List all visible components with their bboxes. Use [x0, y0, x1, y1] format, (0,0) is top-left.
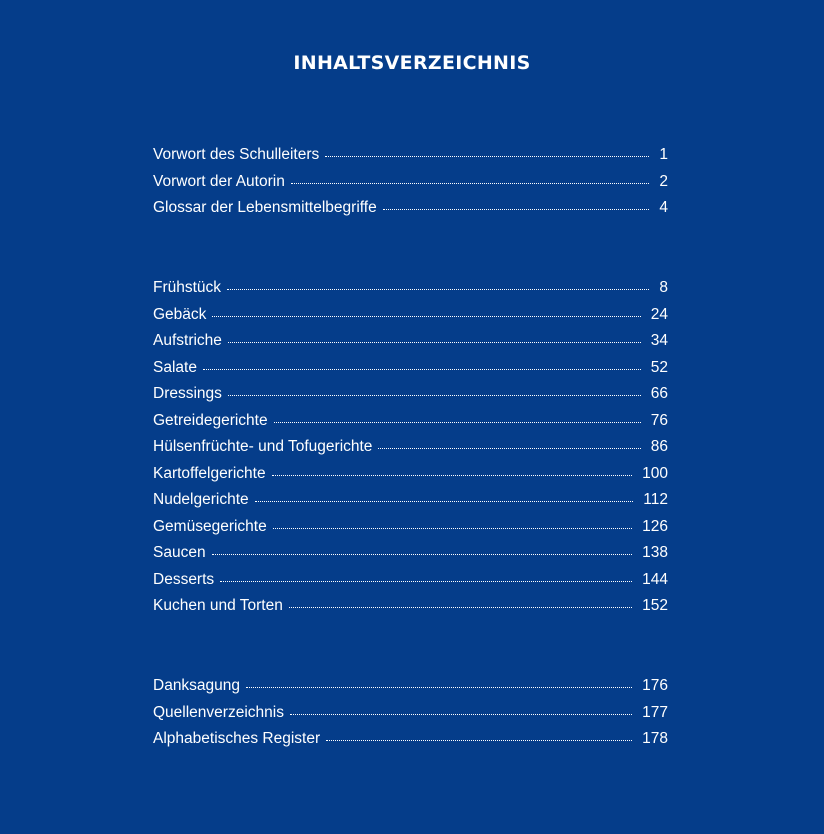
toc-entry-label: Desserts — [153, 570, 215, 588]
toc-entry-page: 100 — [642, 464, 668, 482]
toc-entry-label: Glossar der Lebensmittelbegriffe — [153, 199, 377, 216]
toc-entry-label: Aufstriche — [153, 332, 222, 349]
dot-leader — [203, 369, 641, 370]
toc-entry-page: 86 — [650, 438, 668, 455]
toc-entry[interactable] — [153, 438, 668, 465]
toc-section-back-matter — [153, 677, 668, 757]
toc-entry-label: Danksagung — [153, 677, 241, 694]
toc-entry-page: 112 — [643, 491, 668, 508]
toc-entry[interactable] — [153, 571, 668, 598]
toc-entry[interactable] — [153, 544, 668, 571]
toc-entry-page: 1 — [659, 146, 668, 163]
toc-section-recipes — [153, 279, 668, 624]
toc-entry-page: 177 — [642, 703, 668, 721]
toc-entry[interactable] — [153, 146, 668, 173]
toc-entry-page: 144 — [642, 570, 668, 588]
dot-leader — [228, 395, 641, 396]
toc-entry-label: Quellenverzeichnis — [153, 703, 284, 721]
toc-entry-label: Saucen — [153, 544, 206, 561]
dot-leader — [255, 501, 634, 502]
dot-leader — [378, 448, 640, 449]
toc-entry-page: 2 — [659, 172, 668, 190]
toc-entry-page: 24 — [650, 305, 668, 323]
dot-leader — [272, 475, 633, 476]
toc-entry-label: Gemüsegerichte — [153, 517, 267, 535]
dot-leader — [212, 554, 633, 555]
toc-entry[interactable] — [153, 279, 668, 306]
toc-entry[interactable] — [153, 704, 668, 731]
toc-entry-page: 34 — [650, 332, 668, 349]
toc-entry-label: Getreidegerichte — [153, 411, 268, 429]
toc-entry-label: Kartoffelgerichte — [153, 464, 266, 482]
toc-entry-label: Frühstück — [153, 279, 222, 296]
toc-entry-label: Hülsenfrüchte- und Tofugerichte — [153, 438, 373, 455]
toc-entry-page: 76 — [650, 411, 668, 429]
dot-leader — [383, 209, 650, 210]
dot-leader — [325, 156, 649, 157]
toc-entry-page: 126 — [642, 517, 668, 535]
toc-entry[interactable] — [153, 199, 668, 226]
dot-leader — [227, 289, 649, 290]
dot-leader — [212, 316, 640, 317]
dot-leader — [228, 342, 641, 343]
toc-entry-label: Dressings — [153, 385, 222, 402]
toc-entry-page: 178 — [642, 730, 668, 747]
toc-entry[interactable] — [153, 306, 668, 333]
dot-leader — [273, 528, 632, 529]
toc-entry[interactable] — [153, 173, 668, 200]
toc-entry[interactable] — [153, 385, 668, 412]
toc-entry-label: Nudelgerichte — [153, 491, 249, 508]
dot-leader — [246, 687, 632, 688]
dot-leader — [274, 422, 641, 423]
toc-entry-label: Gebäck — [153, 305, 207, 323]
toc-entry[interactable] — [153, 465, 668, 492]
toc-entry[interactable] — [153, 332, 668, 359]
toc-entry-label: Vorwort der Autorin — [153, 172, 285, 190]
dot-leader — [326, 740, 632, 741]
dot-leader — [220, 581, 632, 582]
dot-leader — [290, 714, 632, 715]
toc-entry-label: Kuchen und Torten — [153, 597, 283, 614]
toc-entry-label: Salate — [153, 358, 197, 376]
page-title: INHALTSVERZEICHNIS — [293, 52, 531, 74]
toc-entry-page: 52 — [650, 358, 668, 376]
toc-entry-page: 152 — [642, 597, 668, 614]
toc-entry[interactable] — [153, 359, 668, 386]
dot-leader — [291, 183, 650, 184]
toc-entry-page: 176 — [642, 677, 668, 694]
toc-entry[interactable] — [153, 518, 668, 545]
toc-entry[interactable] — [153, 412, 668, 439]
toc-entry[interactable] — [153, 491, 668, 518]
toc-entry[interactable] — [153, 730, 668, 757]
toc-entry-page: 66 — [650, 385, 668, 402]
toc-entry-page: 138 — [642, 544, 668, 561]
toc-entry[interactable] — [153, 597, 668, 624]
toc-section-front-matter — [153, 146, 668, 226]
dot-leader — [289, 607, 632, 608]
toc-entry-page: 8 — [659, 279, 668, 296]
toc-entry-page: 4 — [659, 199, 668, 216]
toc-entry-label: Alphabetisches Register — [153, 730, 321, 747]
toc-entry-label: Vorwort des Schulleiters — [153, 146, 320, 163]
toc-entry[interactable] — [153, 677, 668, 704]
